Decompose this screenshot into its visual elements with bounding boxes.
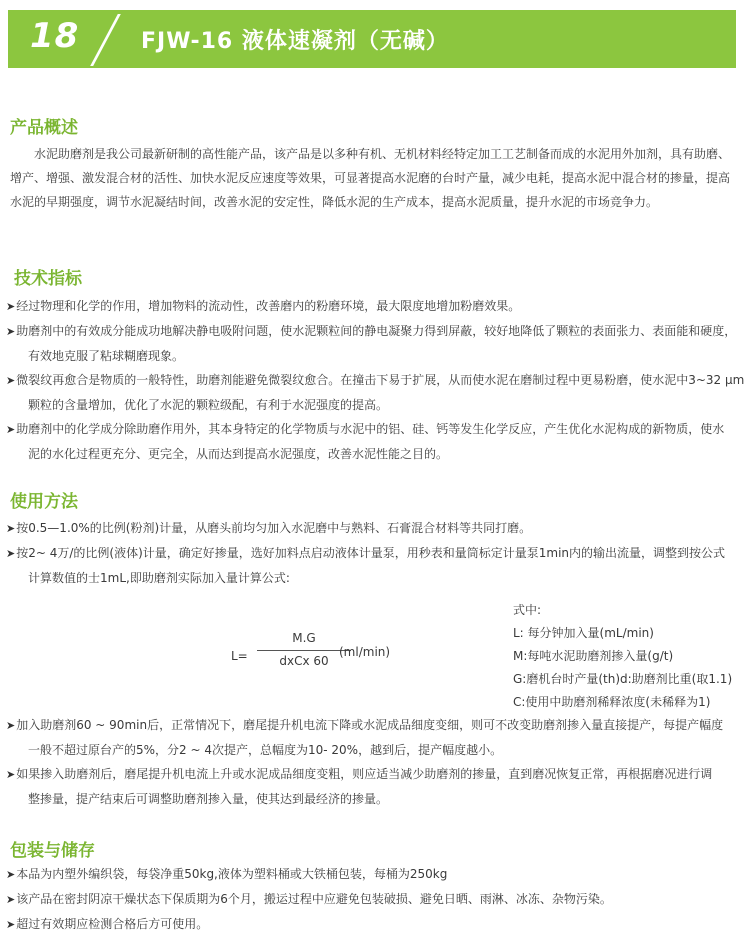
packing-bullet-list [6, 862, 744, 937]
formula-note: M:每吨水泥助磨剂掺入量(g/t) [513, 649, 674, 663]
arrow-bullet-icon: ➤ [6, 719, 16, 732]
arrow-bullet-icon: ➤ [6, 547, 16, 560]
formula-note: 式中: [513, 603, 542, 617]
formula-note: C:使用中助磨剂稀释浓度(未稀释为1) [513, 695, 711, 709]
section-title-tech: 技术指标 [14, 269, 82, 289]
formula-fraction [257, 631, 351, 668]
list-item: ➤按2~ 4万/的比例(液体)计量，确定好掺量，选好加料点启动液体计量泵，用秒表和量筒标定计量泵1min内的输出流量，调整到按公式 [6, 546, 726, 560]
list-item-continued: 一般不超过原台产的5%，分2 ~ 4次提产，总幅度为10- 20%，越到后，提产幅度越小。 [28, 743, 503, 757]
list-item: ➤微裂纹再愈合是物质的一般特性，助磨剂能避免微裂纹愈合。在撞击下易于扩展，从而使水泥在磨制过程中更易粉磨，使水泥中3~32 μm [6, 373, 745, 387]
usage-bullet-list [6, 516, 744, 590]
banner-divider [90, 14, 121, 66]
formula-note: G:磨机台时产量(th)d:助磨剂比重(取1.1) [513, 672, 733, 686]
arrow-bullet-icon: ➤ [6, 522, 16, 535]
list-item-continued: 有效地克服了粘球糊磨现象。 [28, 349, 185, 363]
arrow-bullet-icon: ➤ [6, 374, 16, 387]
list-item-continued: 颗粒的含量增加，优化了水泥的颗粒级配，有利于水泥强度的提高。 [28, 398, 389, 412]
overview-paragraph [10, 142, 740, 214]
overview-line: 水泥助磨剂是我公司最新研制的高性能产品，该产品是以多种有机、无机材料经特定加工工艺制备而成的水泥用外加剂，具有助磨、 [34, 147, 731, 161]
arrow-bullet-icon: ➤ [6, 325, 16, 338]
tech-bullet-list [6, 294, 744, 466]
list-item: ➤助磨剂中的化学成分除助磨作用外，其本身特定的化学物质与水泥中的铝、硅、钙等发生化学反应，产生优化水泥构成的新物质，使水 [6, 422, 725, 436]
formula-unit: (ml/min) [339, 645, 391, 659]
arrow-bullet-icon: ➤ [6, 868, 16, 881]
list-item: ➤加入助磨剂60 ~ 90min后，正常情况下，磨尾提升机电流下降或水泥成品细度变细，则可不改变助磨剂掺入量直接提产，每提产幅度 [6, 718, 724, 732]
product-title: FJW-16 液体速凝剂（无碱） [141, 29, 449, 54]
overview-line: 水泥的早期强度，调节水泥凝结时间，改善水泥的安定性，降低水泥的生产成本，提高水泥质量，提升水泥的市场竞争力。 [10, 195, 659, 209]
arrow-bullet-icon: ➤ [6, 423, 16, 436]
formula-notes [513, 599, 732, 714]
formula-lhs: L= [231, 649, 248, 663]
list-item-continued: 整掺量，提产结束后可调整助磨剂掺入量，使其达到最经济的掺量。 [28, 792, 389, 806]
arrow-bullet-icon: ➤ [6, 893, 16, 906]
arrow-bullet-icon: ➤ [6, 918, 16, 931]
arrow-bullet-icon: ➤ [6, 768, 16, 781]
list-item: ➤助磨剂中的有效成分能成功地解决静电吸附问题，使水泥颗粒间的静电凝聚力得到屏蔽，较好地降低了颗粒的表面张力、表面能和硬度， [6, 324, 737, 338]
list-item: ➤本品为内塑外编织袋，每袋净重50kg,液体为塑料桶或大铁桶包装，每桶为250kg [6, 867, 448, 881]
header-banner [8, 10, 736, 68]
formula-numerator: M.G [292, 631, 316, 645]
usage-bullet-list-2 [6, 713, 744, 811]
list-item-continued: 计算数值的士1mL,即助磨剂实际加入量计算公式: [28, 571, 290, 585]
formula-note: L: 每分钟加入量(mL/min) [513, 626, 654, 640]
product-number: 18 [30, 16, 80, 56]
arrow-bullet-icon: ➤ [6, 300, 16, 313]
formula-denominator: dxCx 60 [279, 654, 329, 668]
section-title-usage: 使用方法 [10, 492, 78, 512]
section-title-packing: 包装与储存 [10, 841, 95, 861]
list-item: ➤按0.5—1.0%的比例(粉剂)计量，从磨头前均匀加入水泥磨中与熟料、石膏混合材料等共同打磨。 [6, 521, 532, 535]
overview-line: 增产、增强、激发混合材的活性、加快水泥反应速度等效果，可显著提高水泥磨的台时产量，减少电耗，提高水泥中混合材的掺量，提高 [10, 171, 731, 185]
list-item: ➤如果掺入助磨剂后，磨尾提升机电流上升或水泥成品细度变粗，则应适当减少助磨剂的掺量，直到磨况恢复正常，再根据磨况进行调 [6, 767, 713, 781]
list-item: ➤经过物理和化学的作用，增加物料的流动性，改善磨内的粉磨环境，最大限度地增加粉磨效果。 [6, 299, 521, 313]
list-item: ➤该产品在密封阴凉干燥状态下保质期为6个月，搬运过程中应避免包装破损、避免日晒、雨淋、冰冻、杂物污染。 [6, 892, 612, 906]
section-title-overview: 产品概述 [10, 118, 78, 138]
list-item-continued: 泥的水化过程更充分、更完全，从而达到提高水泥强度，改善水泥性能之目的。 [28, 447, 449, 461]
fraction-bar [257, 650, 351, 651]
list-item: ➤超过有效期应检测合格后方可使用。 [6, 917, 209, 931]
